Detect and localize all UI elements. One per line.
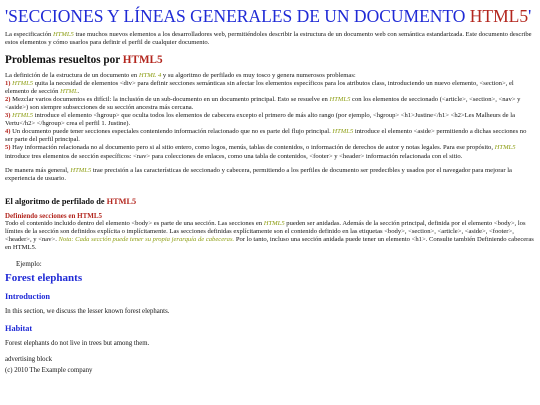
problem-number: 4): [5, 128, 11, 136]
page-title: [5, 6, 535, 26]
problem-number: 2): [5, 96, 11, 104]
example-title: Forest elephants: [5, 271, 83, 284]
problems-lead: [5, 72, 535, 80]
problems-list: [5, 72, 535, 160]
summary-paragraph: [5, 167, 535, 183]
problem-html5-term: HTML5: [12, 80, 34, 88]
problem-text: introduce tres elementos de sección específicos: <nav> para colecciones de enlaces, como una tabla de contenidos, <footer> y <header> información relacionada con el sitio.: [5, 152, 463, 160]
summary-html5-term: HTML5: [70, 166, 92, 174]
example-block: [5, 272, 535, 374]
page-title-end: ': [528, 6, 532, 26]
problem-html5-term: HTML5: [329, 96, 351, 104]
def-text-before: Todo el contenido incluido dentro del elemento <body> es parte de una sección. Las secciones en: [5, 219, 264, 227]
problem-text: introduce el elemento <hgroup> que oculta todos los elementos de cabecera excepto el primero de más alto rango (por ejemplo, <hgroup> <h1>Justine</h1> <h2>Les Malheurs de la Vertu</h2> </hgroup> crea el perfil 1. Justine).: [5, 112, 515, 128]
intro-paragraph: [5, 31, 535, 47]
problem-item: [5, 112, 535, 128]
example-intro-heading: Introduction: [5, 291, 51, 301]
problems-lead-before: La definición de la estructura de un documento en: [5, 72, 139, 80]
page-title-html5: HTML5: [469, 6, 529, 26]
algorithm-heading-html5: HTML5: [106, 196, 137, 206]
example-intro-paragraph: In this section, we discuss the lesser known forest elephants.: [5, 307, 170, 315]
intro-text-before: La especificación: [5, 31, 53, 39]
problems-heading-html5: HTML5: [122, 54, 163, 67]
problem-pre: Un documento puede tener secciones especiales conteniendo información relacionado que no es parte del flujo principal.: [10, 128, 333, 136]
problem-item: [5, 144, 535, 160]
problem-html-term: HTML: [60, 88, 78, 96]
problems-heading: [5, 54, 535, 66]
problem-pre: Hay información relacionada no al documento pero si al sitio entero, como logos, menús, tablas de contenidos, o información de derechos de autor y notas legales. Para ese propósito,: [10, 144, 495, 152]
def-text-mid: pueden ser anidadas. Además de la sección principal, definida por el elemento <body>, los límites de la sección son definidos explícita o implícitamente. Las secciones definidas explícitamente son el contenido definido en las etiquetas <body>, <section>, <article>, <aside>, <footer>, <header>, y <nav>.: [5, 219, 526, 243]
summary-after: trae precisión a las características de seccionado y cabecera, permitiendo a los perfiles de documento ser predecibles y usados por el navegador para mejorar la experiencia de usuario.: [5, 166, 512, 182]
problems-lead-after: y su algoritmo de perfilado es muy tosco y genera numerosos problemas:: [161, 72, 356, 80]
example-label: Ejemplo:: [16, 259, 42, 268]
problem-html5-term: HTML5: [494, 144, 516, 152]
problem-text: quita la necesidad de elementos <div> para definir secciones semánticas sin afectar los elementos específicos para los atributos class, introduciendo un nuevo elemento, <section>, el elemento de sección: [5, 80, 514, 96]
problem-item: [5, 96, 535, 112]
algorithm-heading-text: El algoritmo de perfilado de: [5, 196, 107, 206]
defining-sections-label: Definiendo secciones en HTML5: [5, 211, 103, 220]
problem-item: [5, 128, 535, 144]
example-aside: advertising block: [5, 355, 53, 363]
problems-lead-html4: HTML 4: [138, 72, 162, 80]
problem-number: 5): [5, 144, 11, 152]
defining-sections-text: [5, 220, 535, 252]
page-title-text: 'SECCIONES Y LÍNEAS GENERALES DE UN DOCUMENTO: [5, 6, 470, 26]
summary-before: De manera más general,: [5, 166, 71, 174]
problem-item: [5, 80, 535, 96]
example-footer: (c) 2010 The Example company: [5, 366, 93, 374]
def-note: Nota: Cada sección puede tener su propia jerarquía de cabeceras.: [58, 235, 235, 243]
def-html5-term: HTML5: [263, 219, 285, 227]
problem-html5-term: HTML5: [332, 128, 354, 136]
problem-text: introduce el elemento <aside> permitiendo a dichas secciones no ser parte del perfil principal.: [5, 128, 527, 144]
intro-html5-term: HTML5: [52, 31, 74, 39]
problem-tail: .: [77, 88, 80, 96]
problem-pre: Mezclar varios documentos es difícil: la inclusión de un sub-documento en un documento principal. Esto se resuelve en: [10, 96, 330, 104]
intro-text-after: trae muchos nuevos elementos a los desarrolladores web, permitiéndoles describir la estructura de un documento web con semántica estandarizada. Este documento describe estos elementos y cómo usarlos para definir el perfil de cualquier documento.: [5, 31, 532, 47]
algorithm-heading: [5, 197, 535, 206]
def-text-after: Por lo tanto, incluso una sección anidada puede tener un elemento <h1>. Consulte también Definiendo cabeceras en HTML5.: [5, 235, 534, 251]
problem-html5-term: HTML5: [12, 112, 34, 120]
example-habitat-heading: Habitat: [5, 323, 33, 333]
problem-text: con los elementos de seccionado (<article>, <section>, <nav> y <aside>) son siempre subsecciones de su sección ancestra más cercana.: [5, 96, 521, 112]
problem-number: 3): [5, 112, 11, 120]
example-habitat-paragraph: Forest elephants do not live in trees but among them.: [5, 339, 150, 347]
problems-heading-text: Problemas resueltos por: [5, 54, 123, 67]
problem-number: 1): [5, 80, 11, 88]
